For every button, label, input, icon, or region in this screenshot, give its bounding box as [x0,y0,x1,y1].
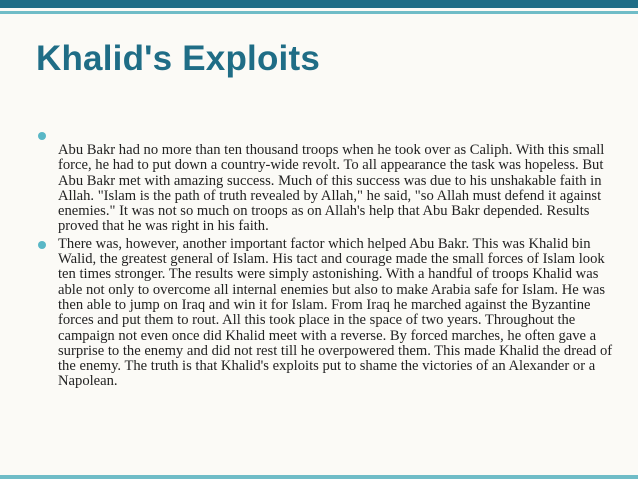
bullet-text: Abu Bakr had no more than ten thousand troops when he took over as Caliph. With this small force, he had to put down a country-wide revolt. To all appearance the task was hopeless. But Abu Bakr met with amazing success. Much of this success was due to his unshakable faith in Allah. "Islam is the path of truth revealed by Allah," he said, "so Allah must defend it against enemies." It was not so much on troops as on Allah's help that Abu Bakr depended. Results proved that he was right in his faith. [58,142,605,235]
slide-title: Khalid's Exploits [36,39,320,78]
top-accent-bar [0,0,638,8]
bottom-accent-line [0,475,638,479]
bullet-list [38,128,618,392]
bullet-item [38,128,618,235]
bullet-item [38,237,618,390]
bullet-dot-icon [38,241,46,249]
top-accent-line [0,11,638,14]
bullet-text: There was, however, another important factor which helped Abu Bakr. This was Khalid bin Walid, the greatest general of Islam. His tact and courage made the small forces of Islam look ten times stronger. The results were simply astonishing. With a handful of troops Khalid was able not only to overcome all internal enemies but also to make Arabia safe for Islam. He was then able to jump on Iraq and win it for Islam. From Iraq he marched against the Byzantine forces and put them to rout. All this took place in the space of two years. Throughout the campaign not even once did Khalid meet with a reverse. By forced marches, he often gave a surprise to the enemy and did not rest till he overpowered them. This made Khalid the dread of the enemy. The truth is that Khalid's exploits put to shame the victories of an Alexander or a Napolean. [58,235,613,390]
bullet-dot-icon [38,132,46,140]
